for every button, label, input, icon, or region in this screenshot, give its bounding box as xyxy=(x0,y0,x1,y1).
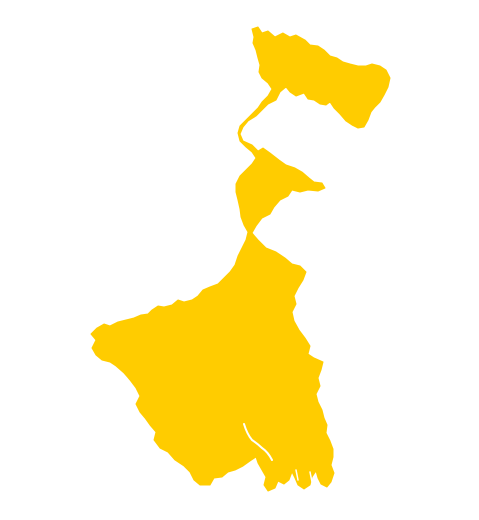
state-map xyxy=(91,27,390,491)
state-shape[interactable] xyxy=(91,27,390,491)
